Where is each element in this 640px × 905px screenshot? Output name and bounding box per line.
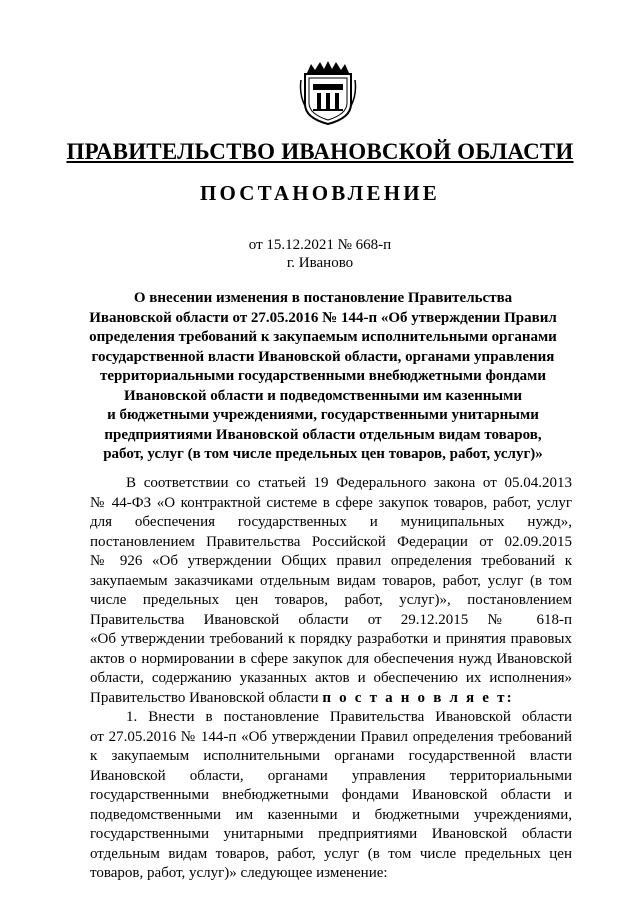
body-line: государственными унитарными предприятиями Ивановской области [90,826,572,842]
body-line: № 44-ФЗ «О контрактной системе в сфере закупок товаров, работ, услуг [90,494,572,511]
document-body [90,474,572,884]
body-line: области, содержанию указанных актов и обеспечению их исполнения» [90,670,572,686]
body-line: Ивановской области, органами управления территориальными [90,767,572,784]
document-subject [88,289,558,465]
body-line [90,689,572,709]
subject-line: О внесении изменения в постановление Правительства [133,290,513,306]
subject-line: работ, услуг (в том числе предельных цен товаров, работ, услуг)» [103,446,543,462]
body-line: подведомственными им казенными и бюджетными учреждениями, [90,806,572,823]
subject-line: территориальными государственными внебюджетными фондами [100,368,546,384]
document-type: ПОСТАНОВЛЕНИЕ [199,181,441,205]
subject-line: и бюджетными учреждениями, государственными унитарными [107,407,539,423]
subject-line: предприятиями Ивановской области отдельным видам товаров, [104,426,542,443]
resolves-keyword: п о с т а н о в л я е т: [322,689,514,706]
subject-line: Ивановской области от 27.05.2016 № 144-п «Об утверждении Правил [89,309,557,326]
body-line: «Об утверждении требований к порядку разработки и принятия правовых [90,631,572,647]
body-line: № 926 «Об утверждении Общих правил определения требований к [90,553,572,569]
body-line: В соответствии со статьей 19 Федерального закона от 05.04.2013 [126,475,572,491]
body-line: отдельным видам товаров, работ, услуг (в том числе предельных цен [90,845,572,862]
document-date-number: от 15.12.2021 № 668-п [248,237,392,253]
body-line: для обеспечения государственных и муниципальных нужд», [90,514,572,530]
body-line: закупаемым заказчиками отдельным видам товаров, работ, услуг (в том [90,572,572,589]
subject-line: определения требований к закупаемым исполнительными органами [89,329,557,345]
body-line: Правительства Ивановской области от 29.12.2015 № 618-п [90,611,572,628]
body-line: постановлением Правительства Российской Федерации от 02.09.2015 [90,533,572,550]
organization-name: ПРАВИТЕЛЬСТВО ИВАНОВСКОЙ ОБЛАСТИ [66,139,574,164]
body-line-text: Правительство Ивановской области [90,689,319,706]
body-line: актов о нормировании в сфере закупок для обеспечения нужд Ивановской [90,650,572,667]
ivanovo-coat-of-arms-icon [299,60,357,126]
body-line: от 27.05.2016 № 144-п «Об утверждении Правил определения требований [90,728,572,745]
body-line: к закупаемым исполнительными органами государственной власти [90,748,572,764]
body-line: государственными внебюджетными фондами Ивановской области и [90,787,572,803]
body-line: числе предельных цен товаров, работ, услуг)», постановлением [90,592,572,608]
subject-line: государственной власти Ивановской области, органами управления [91,348,555,365]
body-line: 1. Внести в постановление Правительства Ивановской области [126,709,572,725]
body-line: товаров, работ, услуг)» следующее изменение: [90,865,388,881]
document-city: г. Иваново [286,255,354,271]
subject-line: Ивановской области и подведомственными им казенными [123,387,522,404]
